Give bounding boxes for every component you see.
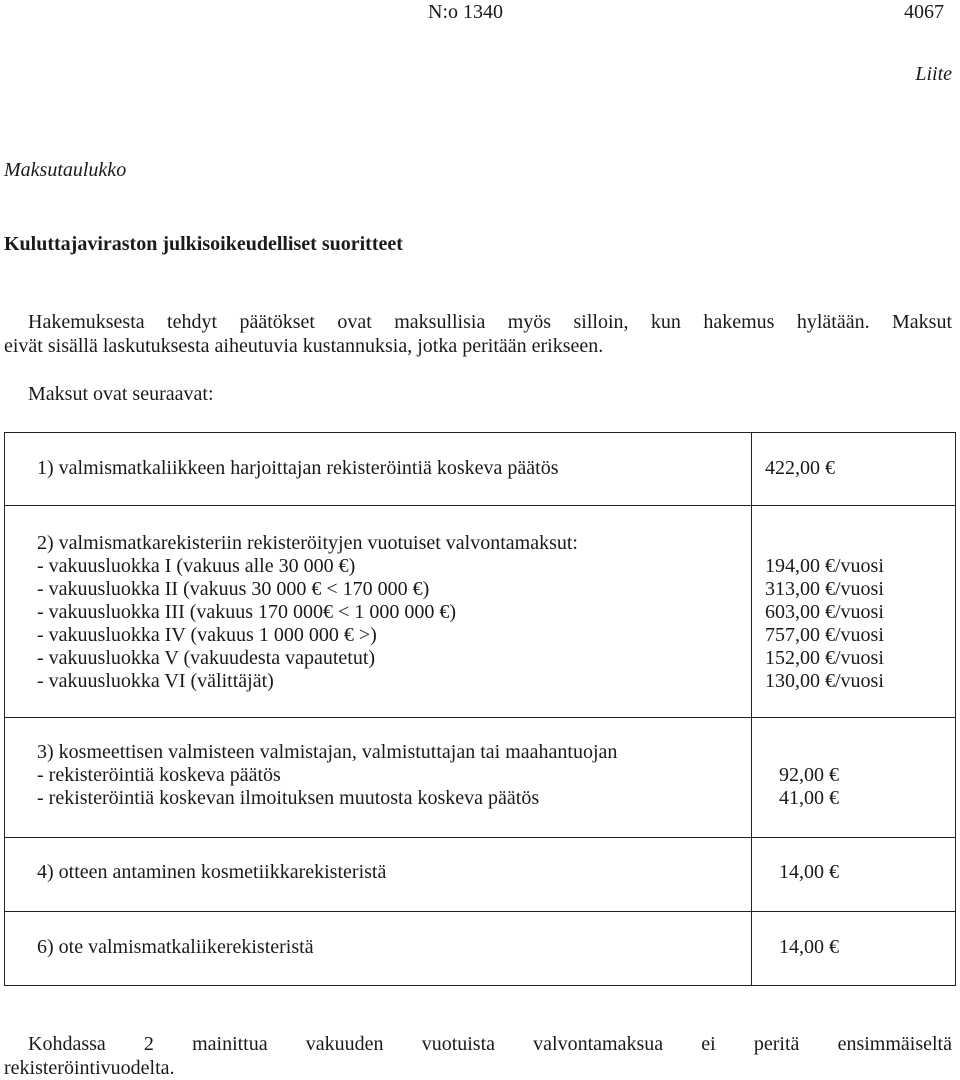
row-divider — [5, 717, 955, 718]
column-divider — [751, 433, 752, 505]
fee-row-2-item-amount: 194,00 €/vuosi — [765, 555, 884, 577]
column-divider — [751, 911, 752, 985]
fee-row-2-item: - vakuusluokka IV (vakuus 1 000 000 € >) — [37, 624, 377, 646]
fee-row-5-amount: 14,00 € — [779, 936, 839, 958]
fee-row-2-item-amount: 757,00 €/vuosi — [765, 624, 884, 646]
fee-row-3-item-amount: 41,00 € — [779, 787, 839, 809]
intro-line-1: Hakemuksesta tehdyt päätökset ovat maksullisia myös silloin, kun hakemus hylätään. Maksut — [28, 311, 952, 333]
fee-row-2-item: - vakuusluokka III (vakuus 170 000€ < 1 000 000 €) — [37, 601, 456, 623]
fee-row-3-label: 3) kosmeettisen valmisteen valmistajan, valmistuttajan tai maahantuojan — [37, 741, 618, 763]
section-heading: Kuluttajaviraston julkisoikeudelliset suoritteet — [4, 233, 403, 255]
page-number: 4067 — [904, 1, 944, 23]
fee-row-1-amount: 422,00 € — [765, 457, 835, 479]
document-number: N:o 1340 — [428, 1, 503, 23]
intro-line-2: eivät sisällä laskutuksesta aiheutuvia kustannuksia, jotka peritään erikseen. — [4, 335, 604, 357]
fee-row-4-amount: 14,00 € — [779, 861, 839, 883]
fee-row-1-label: 1) valmismatkaliikkeen harjoittajan rekisteröintiä koskeva päätös — [37, 457, 559, 479]
footer-paragraph — [4, 1032, 952, 1080]
column-divider — [751, 837, 752, 911]
fee-row-3-item: - rekisteröintiä koskeva päätös — [37, 764, 281, 786]
footer-line-1: Kohdassa 2 mainittua vakuuden vuotuista valvontamaksua ei peritä ensimmäiseltä — [28, 1033, 952, 1055]
fee-row-3-item: - rekisteröintiä koskevan ilmoituksen muutosta koskeva päätös — [37, 787, 540, 809]
fee-row-2-item-amount: 603,00 €/vuosi — [765, 601, 884, 623]
fee-row-2-item: - vakuusluokka VI (välittäjät) — [37, 670, 274, 692]
intro-paragraph — [4, 310, 952, 358]
footer-line-2: rekisteröintivuodelta. — [4, 1057, 175, 1079]
annex-label: Liite — [915, 63, 952, 85]
fee-row-2-label: 2) valmismatkarekisteriin rekisteröityjen vuotuiset valvontamaksut: — [37, 532, 578, 554]
fee-row-2-item: - vakuusluokka V (vakuudesta vapautetut) — [37, 647, 376, 669]
page-title: Maksutaulukko — [4, 159, 127, 181]
row-divider — [5, 911, 955, 912]
fee-row-2-item-amount: 313,00 €/vuosi — [765, 578, 884, 600]
fees-intro: Maksut ovat seuraavat: — [28, 383, 214, 405]
row-divider — [5, 505, 955, 506]
row-divider — [5, 837, 955, 838]
fee-row-2-item: - vakuusluokka II (vakuus 30 000 € < 170 000 €) — [37, 578, 430, 600]
fee-row-3-item-amount: 92,00 € — [779, 764, 839, 786]
fee-table — [4, 432, 956, 986]
column-divider — [751, 505, 752, 717]
fee-row-4-label: 4) otteen antaminen kosmetiikkarekisteristä — [37, 861, 387, 883]
fee-row-2-item-amount: 130,00 €/vuosi — [765, 670, 884, 692]
fee-row-2-item-amount: 152,00 €/vuosi — [765, 647, 884, 669]
fee-row-2-item: - vakuusluokka I (vakuus alle 30 000 €) — [37, 555, 356, 577]
fee-row-5-label: 6) ote valmismatkaliikerekisteristä — [37, 936, 314, 958]
column-divider — [751, 717, 752, 837]
